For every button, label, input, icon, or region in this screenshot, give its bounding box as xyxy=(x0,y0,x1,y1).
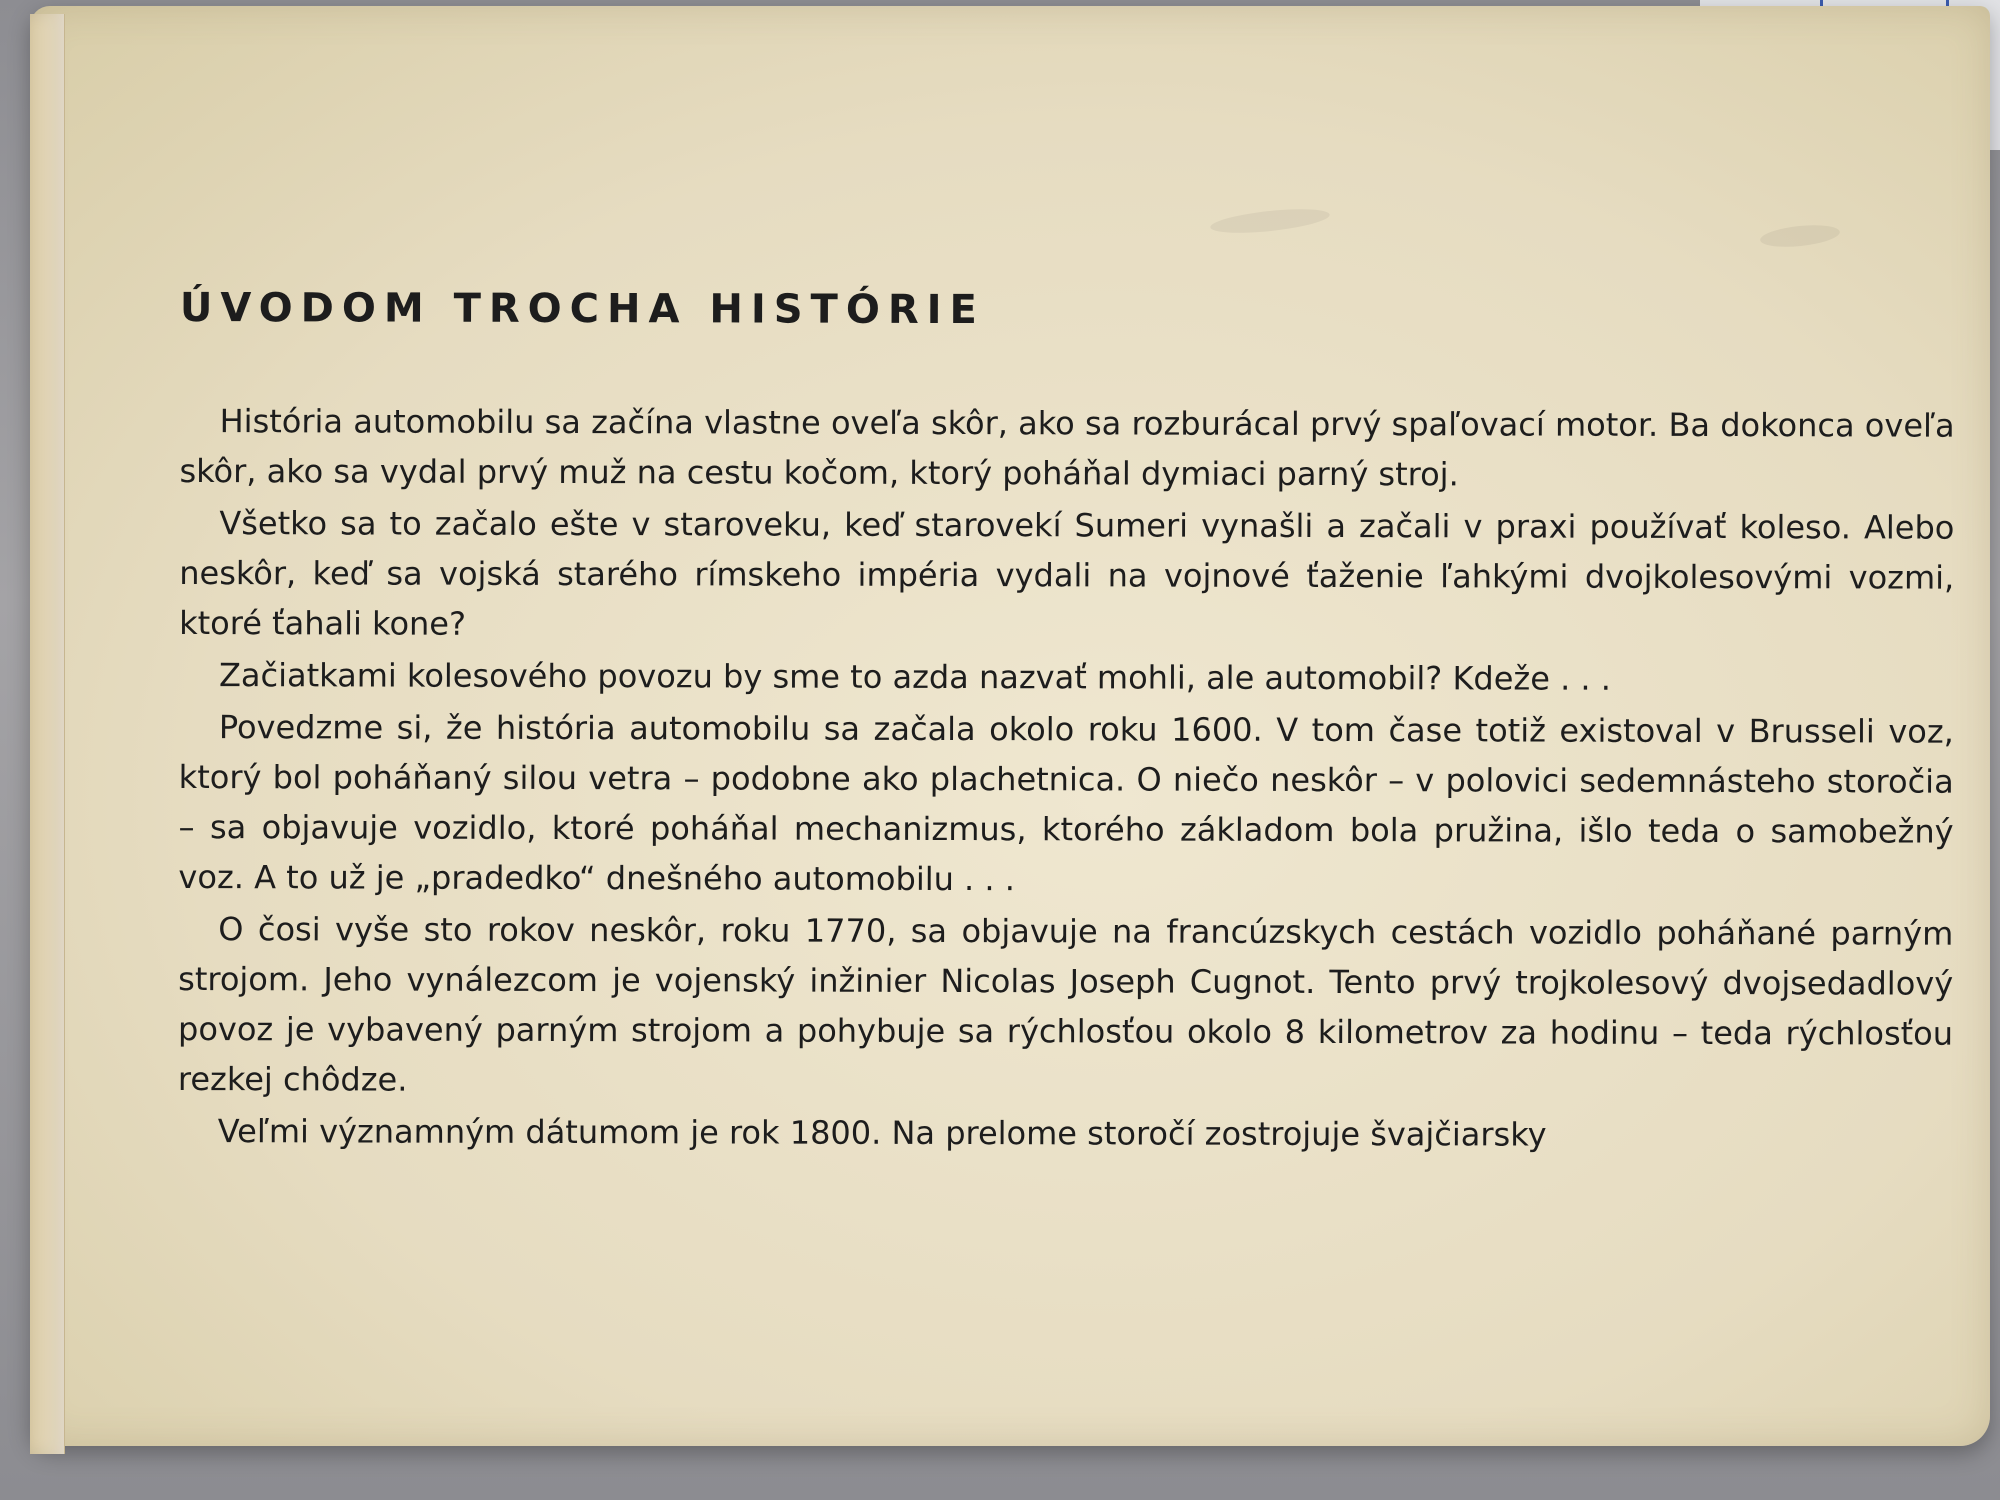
book-page-edge xyxy=(30,14,65,1454)
page-content xyxy=(178,286,1955,1163)
paragraph: O čosi vyše sto rokov neskôr, roku 1770, sa objavuje na francúzskych cestách vozidlo poháňané parným strojom. Jeho vynálezcom je vojenský inžinier Nicolas Joseph Cugnot. Tento prvý trojkolesový dvojsedadlový povoz je vybavený parným strojom a pohybuje sa rýchlosťou okolo 8 kilometrov za hodinu – teda rýchlosťou rezkej chôdze. xyxy=(177,910,1954,1099)
paragraph: Začiatkami kolesového povozu by sme to azda nazvať mohli, ale automobil? Kdeže . . . xyxy=(218,656,1612,698)
page-heading: ÚVODOM TROCHA HISTÓRIE xyxy=(179,285,985,334)
paper-smudge xyxy=(1759,222,1841,250)
paper-smudge xyxy=(1209,205,1330,237)
paragraph: Povedzme si, že história automobilu sa začala okolo roku 1600. V tom čase totiž existoval v Brusseli voz, ktorý bol poháňaný silou vetra – podobne ako plachetnica. O niečo neskôr – v polovici sedemnásteho storočia – sa objavuje vozidlo, ktoré poháňal mechanizmus, ktorého základom bola pružina, išlo teda o samobežný voz. A to už je „pradedko“ dnešného automobilu . . . xyxy=(178,708,1954,899)
paragraph: História automobilu sa začína vlastne oveľa skôr, ako sa rozburácal prvý spaľovací motor. Ba dokonca oveľa skôr, ako sa vydal prvý muž na cestu kočom, ktorý poháňal dymiaci parný stroj. xyxy=(179,402,1955,494)
book-page xyxy=(30,6,1990,1446)
paragraph: Veľmi významným dátumom je rok 1800. Na prelome storočí zostrojuje švajčiarsky xyxy=(217,1112,1547,1154)
paragraph: Všetko sa to začalo ešte v staroveku, keď starovekí Sumeri vynašli a začali v praxi používať koleso. Alebo neskôr, keď sa vojská starého rímskeho impéria vydali na vojnové ťaženie ľahkými dvojkolesovými vozmi, ktoré ťahali kone? xyxy=(179,504,1955,643)
